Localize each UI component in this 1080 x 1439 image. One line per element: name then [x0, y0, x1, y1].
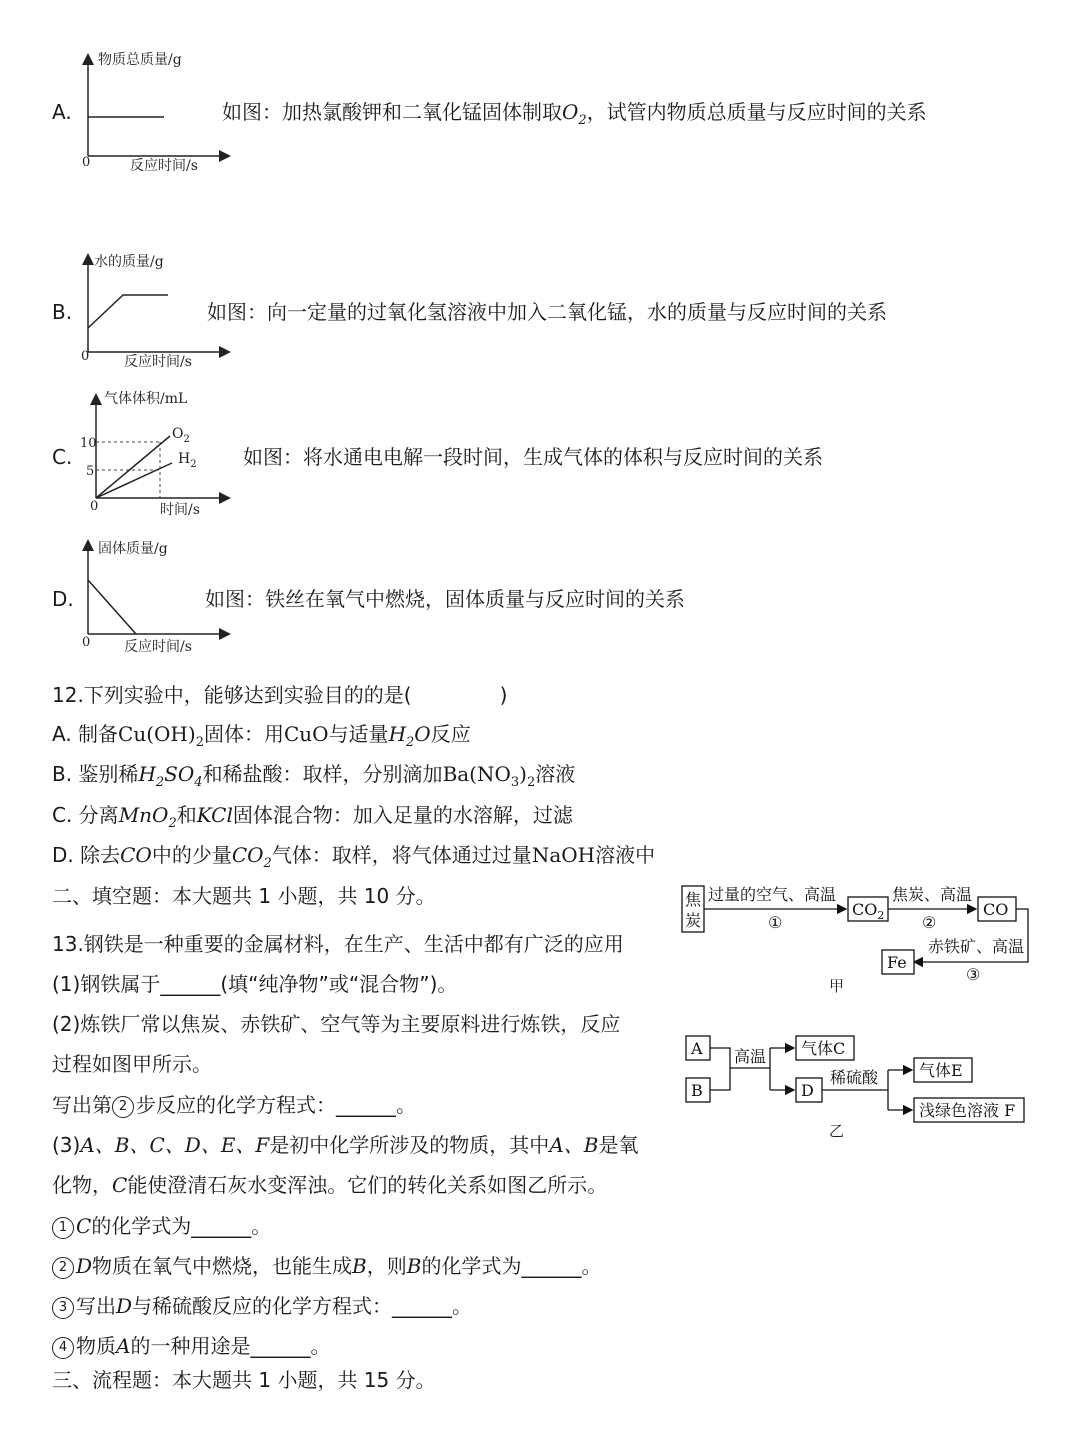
q12-option-a: A. 制备$Cu(OH)_2$固体：用CuO与适量$H_2O$反应	[52, 722, 471, 750]
q13-item-1: 1 C的化学式为______。	[52, 1214, 271, 1239]
diagram-yi	[680, 1030, 1030, 1130]
q13-item-3: 3 写出D与稀硫酸反应的化学方程式：______。	[52, 1294, 472, 1319]
graph-c	[78, 386, 238, 521]
step1-num: ①	[768, 913, 783, 932]
box-coke-char2: 炭	[685, 911, 702, 930]
option-a-desc: 如图：加热氯酸钾和二氧化锰固体制取$O_2$，试管内物质总质量与反应时间的关系	[222, 100, 927, 128]
circled-number: 2	[52, 1257, 74, 1279]
step1-label: 过量的空气、高温	[708, 885, 837, 904]
q13-sub1: (1)钢铁属于______(填“纯净物”或“混合物”)。	[52, 972, 458, 996]
q12-option-d: D. 除去CO中的少量$CO_2$气体：取样，将气体通过过量NaOH溶液中	[52, 843, 656, 871]
box-a-text: A	[691, 1039, 703, 1058]
line-h2	[96, 463, 172, 498]
option-c-letter: C.	[52, 445, 73, 469]
q13-sub2-line2: 过程如图甲所示。	[52, 1052, 212, 1076]
box-d-text: D	[801, 1081, 814, 1100]
section-3-heading: 三、流程题：本大题共 1 小题，共 15 分。	[52, 1368, 436, 1392]
graph-line	[88, 580, 136, 634]
q13-sub2-line1: (2)炼铁厂常以焦炭、赤铁矿、空气等为主要原料进行炼铁，反应	[52, 1012, 621, 1036]
box-co2-text: $CO_2$	[852, 900, 885, 922]
box-b-text: B	[691, 1081, 703, 1100]
merge-bracket	[710, 1048, 730, 1090]
tick-5: 5	[86, 464, 95, 479]
step3-label: 赤铁矿、高温	[928, 937, 1025, 956]
option-d-desc: 如图：铁丝在氧气中燃烧，固体质量与反应时间的关系	[205, 587, 685, 611]
q13-item-4: 4 物质A的一种用途是______。	[52, 1334, 330, 1359]
q12-stem: 12.下列实验中，能够达到实验目的的是( )	[52, 683, 508, 707]
acid-label: 稀硫酸	[830, 1068, 879, 1087]
section-2-heading: 二、填空题：本大题共 1 小题，共 10 分。	[52, 884, 436, 908]
circled-number: 1	[52, 1217, 74, 1239]
option-b-letter: B.	[52, 300, 73, 324]
option-a-letter: A.	[52, 100, 72, 124]
circled-number: 3	[52, 1297, 74, 1319]
q13-sub3-line1: (3)A、B、C、D、E、F是初中化学所涉及的物质，其中A、B是氧	[52, 1133, 639, 1157]
line-o2	[96, 436, 170, 498]
x-label: 反应时间/s	[124, 354, 192, 370]
x-label: 反应时间/s	[130, 158, 198, 174]
diagram-yi-caption: 乙	[829, 1122, 845, 1140]
cond-label: 高温	[734, 1047, 767, 1066]
circled-number: 2	[112, 1096, 134, 1118]
label-o2: $O_2$	[172, 426, 190, 445]
tick-10: 10	[80, 436, 97, 451]
graph-a	[78, 44, 238, 179]
step2-label: 焦炭、高温	[892, 885, 973, 904]
q12-option-c: C. 分离MnO$_2$和KCl固体混合物：加入足量的水溶解，过滤	[52, 803, 573, 831]
q13-sub2-question: 写出第 2 步反应的化学方程式：______。	[52, 1093, 416, 1117]
origin-label: 0	[81, 349, 90, 364]
option-c-desc: 如图：将水通电电解一段时间，生成气体的体积与反应时间的关系	[243, 445, 823, 469]
origin-label: 0	[82, 155, 91, 170]
box-fe-text: Fe	[887, 953, 907, 972]
x-label: 时间/s	[160, 502, 200, 518]
diagram-jia	[676, 880, 1046, 1000]
y-label: 水的质量/g	[94, 254, 164, 270]
x-label: 反应时间/s	[124, 639, 192, 655]
label-h2: $H_2$	[178, 451, 197, 470]
origin-label: 0	[82, 635, 91, 650]
y-label: 气体体积/mL	[104, 391, 188, 407]
origin-label: 0	[90, 499, 99, 514]
circled-number: 4	[52, 1337, 74, 1359]
y-label: 物质总质量/g	[98, 52, 182, 68]
option-d-letter: D.	[52, 587, 74, 611]
step3-num: ③	[966, 965, 981, 984]
box-c-text: 气体C	[801, 1039, 846, 1058]
diagram-jia-caption: 甲	[829, 977, 845, 995]
box-co-text: CO	[983, 900, 1009, 919]
box-e-text: 气体E	[919, 1061, 963, 1080]
y-label: 固体质量/g	[98, 541, 168, 557]
q12-option-b: B. 鉴别稀$H_2SO_4$和稀盐酸：取样，分别滴加$Ba(NO_3)_2$溶液	[52, 762, 576, 790]
box-coke-char1: 焦	[685, 890, 702, 909]
box-f-text: 浅绿色溶液 F	[919, 1101, 1016, 1120]
q13-item-2: 2 D物质在氧气中燃烧，也能生成B，则B的化学式为______。	[52, 1254, 601, 1279]
q13-stem: 13.钢铁是一种重要的金属材料，在生产、生活中都有广泛的应用	[52, 932, 624, 956]
option-b-desc: 如图：向一定量的过氧化氢溶液中加入二氧化锰，水的质量与反应时间的关系	[207, 300, 887, 324]
step2-num: ②	[922, 913, 937, 932]
q13-sub3-line2: 化物，C能使澄清石灰水变浑浊。它们的转化关系如图乙所示。	[52, 1173, 608, 1197]
graph-line	[88, 295, 168, 328]
